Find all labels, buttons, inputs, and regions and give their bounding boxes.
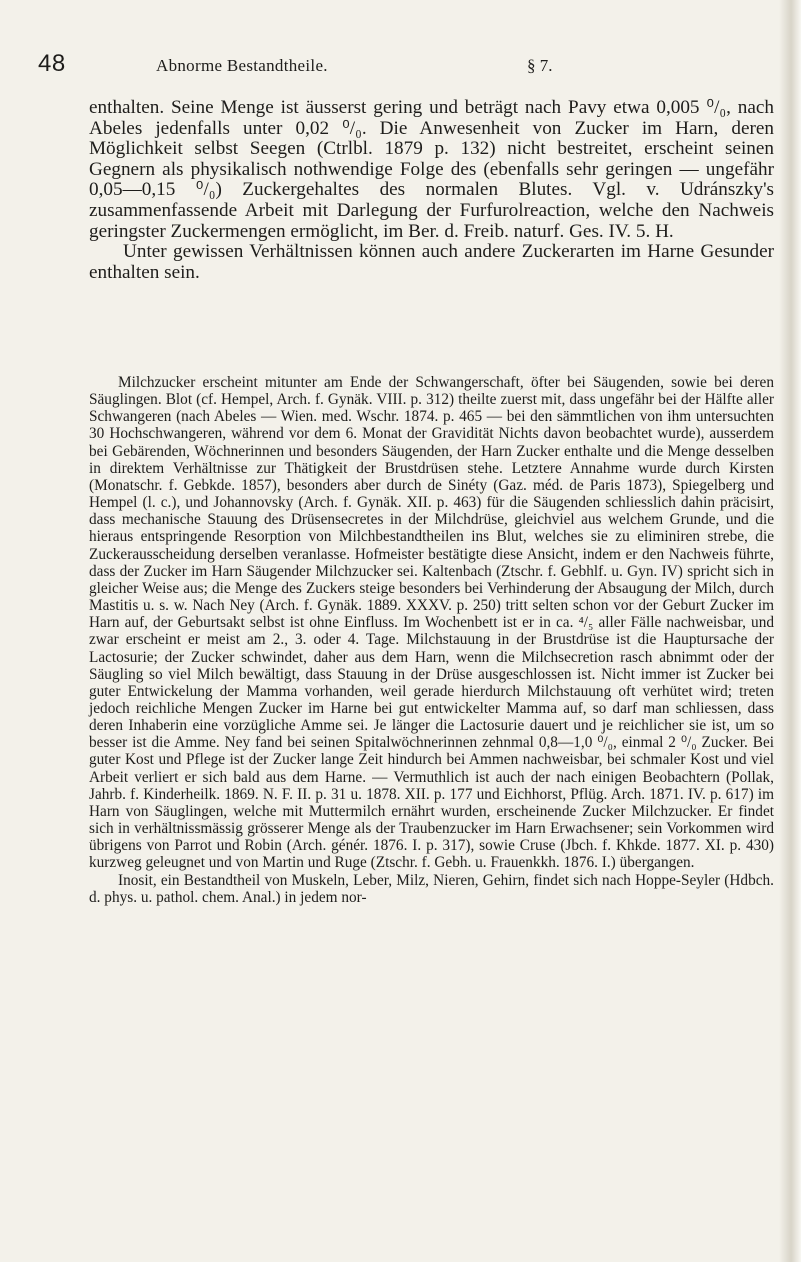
running-header — [38, 50, 735, 84]
paragraph-normal-sugar: enthalten. Seine Menge ist äusserst gering und beträgt nach Pavy etwa 0,005 ⁰/₀, nach Abeles jedenfalls unter 0,02 ⁰/₀. Die Anwesenheit von Zucker im Harn, deren Möglichkeit selbst Seegen (Ctrlbl. 1879 p. 132) nicht bestreitet, erscheint seinen Gegnern als physikalisch nothwendige Folge des (ebenfalls sehr geringen — ungefähr 0,05—0,15 ⁰/₀) Zuckergehaltes des normalen Blutes. Vgl. v. Udránszky's zusammenfassende Arbeit mit Darlegung der Furfurolreaction, welche den Nachweis geringster Zuckermengen ermöglicht, im Ber. d. Freib. naturf. Ges. IV. 5. H. — [89, 97, 774, 242]
running-title: Abnorme Bestandtheile. — [156, 56, 328, 75]
section-number: § 7. — [527, 56, 553, 75]
page-number: 48 — [38, 50, 66, 77]
paragraph-milk-sugar: Milchzucker erscheint mitunter am Ende der Schwangerschaft, öfter bei Säugenden, sowie bei deren Säuglingen. Blot (cf. Hempel, Arch. f. Gynäk. VIII. p. 312) theilte zuerst mit, dass ungefähr bei der Hälfte aller Schwangeren (nach Abeles — Wien. med. Wschr. 1874. p. 465 — bei den sämmtlichen von ihm untersuchten 30 Hochschwangeren, während vor dem 6. Monat der Gravidität Nichts davon beobachtet wurde), ausserdem bei Gebärenden, Wöchnerinnen und besonders Säugenden, der Harn Zucker enthalte und die Menge desselben in direktem Verhältnisse zur Thätigkeit der Brustdrüsen stehe. Letztere Annahme wurde durch Kirsten (Monatschr. f. Gebkde. 1857), besonders aber durch de Sinéty (Gaz. méd. de Paris 1873), Spiegelberg und Hempel (l. c.), und Johannovsky (Arch. f. Gynäk. XII. p. 463) für die Säugenden schliesslich dahin präcisirt, dass mechanische Stauung des Drüsensecretes in der Milchdrüse, gleichviel aus welchem Grunde, und die hieraus entspringende Resorption von Milchbestandtheilen ins Blut, welches sie zu eliminiren strebe, die Zuckerausscheidung derselben veranlasse. Hofmeister bestätigte diese Ansicht, indem er den Nachweis führte, dass der Zucker im Harn Säugender Milchzucker sei. Kaltenbach (Ztschr. f. Gebhlf. u. Gyn. IV) spricht sich in gleicher Weise aus; die Menge des Zuckers steige besonders bei Verhinderung der Absaugung der Milch, durch Mastitis u. s. w. Nach Ney (Arch. f. Gynäk. 1889. XXXV. p. 250) tritt selten schon vor der Geburt Zucker im Harn auf, der Geburtsakt selbst ist ohne Einfluss. Im Wochenbett ist er in ca. ⁴/₅ aller Fälle nachweisbar, und zwar erscheint er meist am 2., 3. oder 4. Tage. Milchstauung in der Brustdrüse ist die Hauptursache der Lactosurie; der Zucker schwindet, daher aus dem Harn, wenn die Milchsecretion rasch abnimmt oder der Säugling so viel Milch bewältigt, dass Stauung in der Drüse ausgeschlossen ist. Nicht immer ist Zucker bei guter Entwickelung der Mamma vorhanden, weil gerade hierdurch Milchstauung oft verhütet wird; treten jedoch reichliche Mengen Zucker im Harne bei gut entwickelter Mamma auf, so darf man schliessen, dass deren Inhaberin eine vorzügliche Amme sei. Je länger die Lactosurie dauert und je reichlicher sie ist, um so besser ist die Amme. Ney fand bei seinen Spitalwöchnerinnen zehnmal 0,8—1,0 ⁰/₀, einmal 2 ⁰/₀ Zucker. Bei guter Kost und Pflege ist der Zucker lange Zeit hindurch bei Ammen nachweisbar, bei schmaler Kost und viel Arbeit verliert er sich bald aus dem Harne. — Vermuthlich ist auch der nach einigen Beobachtern (Pollak, Jahrb. f. Kinderheilk. 1869. N. F. II. p. 31 u. 1878. XII. p. 177 und Eichhorst, Pflüg. Arch. 1871. IV. p. 617) im Harn von Säuglingen, welche mit Muttermilch ernährt wurden, erscheinende Zucker Milchzucker. Er findet sich in verhältnissmässig grösserer Menge als der Traubenzucker im Harn Erwachsener; sein Vorkommen wird übrigens von Parrot und Robin (Arch. génér. 1876. I. p. 317), sowie Cruse (Jbch. f. Khkde. 1877. XI. p. 430) kurzweg geleugnet und von Martin und Ruge (Ztschr. f. Gebh. u. Frauenkkh. 1876. I.) übergangen. — [89, 374, 774, 872]
paragraph-other-sugars: Unter gewissen Verhältnissen können auch andere Zuckerarten im Harne Gesunder enthalten sein. — [89, 241, 774, 283]
paragraph-inosit: Inosit, ein Bestandtheil von Muskeln, Leber, Milz, Nieren, Gehirn, findet sich nach Hoppe-Seyler (Hdbch. d. phys. u. pathol. chem. Anal.) in jedem nor- — [89, 871, 774, 906]
main-text — [89, 98, 774, 283]
page-edge-shadow — [779, 0, 801, 1262]
small-print-text — [89, 374, 774, 906]
